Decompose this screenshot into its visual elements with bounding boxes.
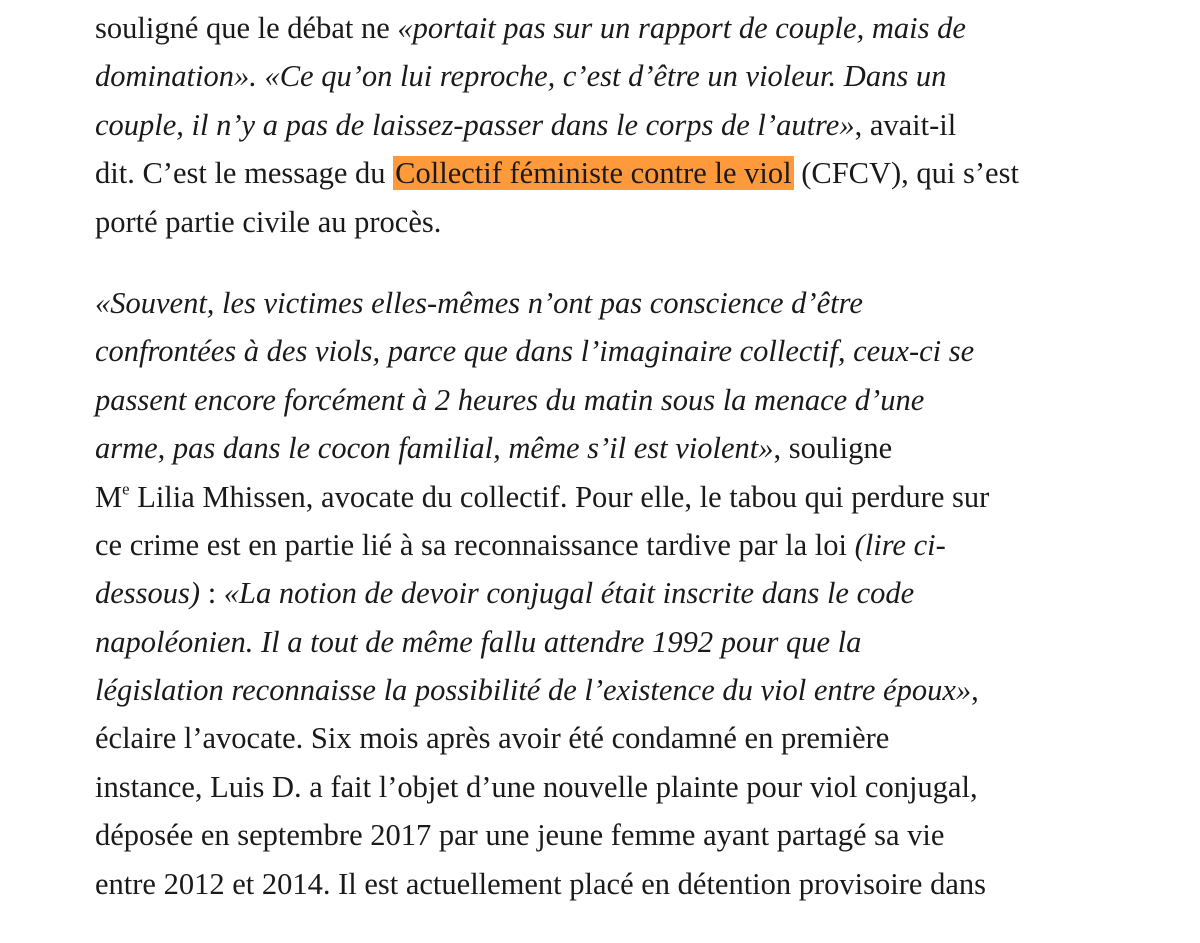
text-line — [95, 279, 1140, 327]
paragraph-1 — [95, 4, 1140, 246]
text-segment: porté partie civile au procès. — [95, 204, 442, 239]
text-segment: instance, Luis D. a fait l’objet d’une nouvelle plainte pour viol conjugal, — [95, 769, 978, 804]
text-line — [95, 666, 1140, 714]
text-line — [95, 376, 1140, 424]
quote-segment: couple, il n’y a pas de laissez-passer dans le corps de l’autre» — [95, 107, 855, 142]
text-line — [95, 101, 1140, 149]
text-line — [95, 424, 1140, 472]
quote-segment: domination». «Ce qu’on lui reproche, c’est d’être un violeur. Dans un — [95, 59, 947, 94]
text-line — [95, 714, 1140, 762]
quote-segment: (lire ci- — [854, 527, 946, 562]
text-line — [95, 521, 1140, 569]
paragraph-2 — [95, 279, 1140, 908]
highlighted-text[interactable]: Collectif féministe contre le viol — [395, 156, 792, 191]
text-segment: souligné que le débat ne — [95, 11, 398, 45]
quote-segment: arme, pas dans le cocon familial, même s’il est violent» — [95, 431, 774, 466]
text-line — [95, 473, 1140, 521]
text-segment: M — [95, 479, 123, 514]
quote-segment: passent encore forcément à 2 heures du matin sous la menace d’une — [95, 382, 925, 417]
quote-segment: «Souvent, les victimes elles-mêmes n’ont pas conscience d’être — [95, 285, 863, 320]
quote-segment: législation reconnaisse la possibilité de l’existence du viol entre époux» — [95, 673, 972, 708]
text-segment: : — [200, 576, 224, 611]
text-segment: , — [971, 673, 979, 708]
article-body — [95, 4, 1140, 908]
superscript: e — [122, 478, 130, 498]
text-line — [95, 149, 1140, 197]
text-line — [95, 52, 1140, 100]
quote-segment: confrontées à des viols, parce que dans l’imaginaire collectif, ceux-ci se — [95, 334, 975, 369]
text-segment: , souligne — [773, 431, 893, 466]
quote-segment: napoléonien. Il a tout de même fallu attendre 1992 pour que la — [95, 624, 862, 659]
text-line — [95, 763, 1140, 811]
text-line — [95, 569, 1140, 617]
text-segment: éclaire l’avocate. Six mois après avoir été condamné en première — [95, 721, 890, 756]
text-segment: , avait-il — [854, 107, 957, 142]
text-segment: déposée en septembre 2017 par une jeune femme ayant partagé sa vie — [95, 818, 945, 853]
quote-segment: «La notion de devoir conjugal était inscrite dans le code — [223, 576, 915, 611]
quote-segment: «portait pas sur un rapport de couple, mais de — [397, 11, 966, 45]
text-line — [95, 198, 1140, 246]
text-segment: dit. C’est le message du — [95, 156, 394, 191]
text-line — [95, 327, 1140, 375]
text-segment: entre 2012 et 2014. Il est actuellement placé en détention provisoire dans — [95, 866, 986, 901]
text-segment: Lilia Mhissen, avocate du collectif. Pour elle, le tabou qui perdure sur — [129, 479, 990, 514]
text-segment: (CFCV), qui s’est — [793, 156, 1019, 191]
text-line — [95, 618, 1140, 666]
quote-segment: dessous) — [95, 576, 201, 611]
text-segment: ce crime est en partie lié à sa reconnaissance tardive par la loi — [95, 527, 855, 562]
text-line — [95, 811, 1140, 859]
text-line — [95, 860, 1140, 908]
text-line — [95, 4, 1140, 52]
